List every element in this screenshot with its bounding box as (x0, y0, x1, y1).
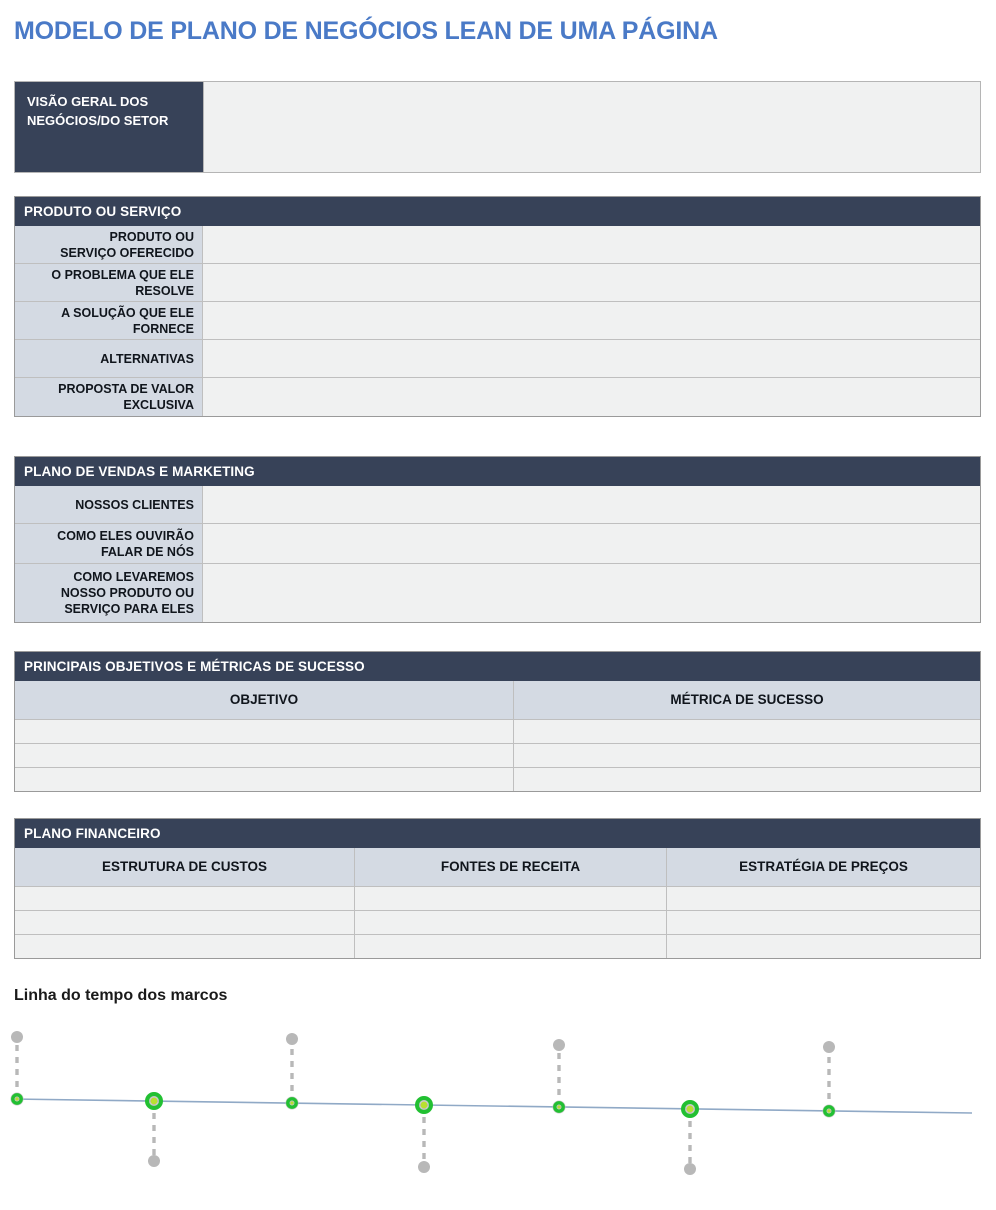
table-row (15, 486, 980, 524)
label-line: FORNECE (132, 321, 194, 336)
label-line: FALAR DE NÓS (100, 544, 194, 559)
cell-pricing-strategy[interactable] (667, 935, 980, 958)
business-overview-input[interactable] (203, 82, 980, 172)
label-line: SERVIÇO OFERECIDO (60, 245, 194, 260)
table-row (15, 935, 980, 958)
table-row (15, 302, 980, 340)
row-label (15, 226, 203, 263)
column-header-pricing-strategy: ESTRATÉGIA DE PREÇOS (667, 848, 980, 886)
table-row (15, 564, 980, 622)
column-header-revenue-sources: FONTES DE RECEITA (355, 848, 667, 886)
label-line: O PROBLEMA QUE ELE (51, 267, 194, 282)
cell-objective[interactable] (15, 768, 514, 791)
cell-revenue-sources[interactable] (355, 911, 667, 934)
table-row (15, 720, 980, 744)
label-line: SERVIÇO PARA ELES (64, 602, 194, 616)
milestone-marker-core (15, 1097, 18, 1100)
label-line: A SOLUÇÃO QUE ELE (61, 305, 194, 320)
milestone-timeline-chart (0, 1011, 996, 1210)
column-header-objective: OBJETIVO (15, 681, 514, 719)
milestone-endpoint (418, 1161, 430, 1173)
table-row (15, 340, 980, 378)
row-input[interactable] (203, 264, 980, 301)
cell-revenue-sources[interactable] (355, 935, 667, 958)
label-line: ALTERNATIVAS (100, 351, 194, 366)
label-line: NOSSOS CLIENTES (75, 497, 194, 512)
milestone-marker-core (827, 1109, 830, 1112)
table-row (15, 524, 980, 564)
cell-pricing-strategy[interactable] (667, 887, 980, 910)
milestone-marker-core (687, 1106, 694, 1113)
milestone-endpoint (684, 1163, 696, 1175)
milestone-endpoint (286, 1033, 298, 1045)
sales-marketing-section (14, 456, 981, 623)
business-overview-section (14, 81, 981, 173)
business-overview-label: VISÃO GERAL DOS NEGÓCIOS/DO SETOR (15, 82, 203, 172)
business-overview-row (14, 81, 981, 173)
product-service-section (14, 196, 981, 417)
cell-metric[interactable] (514, 744, 980, 767)
label-line: COMO LEVAREMOS (73, 570, 194, 584)
label-line: NOSSO PRODUTO OU (60, 586, 194, 600)
financial-plan-section (14, 818, 981, 959)
milestone-marker-core (421, 1102, 428, 1109)
milestone-timeline-section (0, 983, 996, 1210)
row-label (15, 524, 203, 563)
table-row (15, 887, 980, 911)
milestone-endpoint (823, 1041, 835, 1053)
objectives-metrics-header: PRINCIPAIS OBJETIVOS E MÉTRICAS DE SUCESSO (14, 651, 981, 681)
cell-revenue-sources[interactable] (355, 887, 667, 910)
financial-plan-header: PLANO FINANCEIRO (14, 818, 981, 848)
table-row (15, 264, 980, 302)
page-title: MODELO DE PLANO DE NEGÓCIOS LEAN DE UMA PÁGINA (14, 17, 718, 45)
row-label (15, 486, 203, 523)
row-input[interactable] (203, 378, 980, 416)
cell-metric[interactable] (514, 720, 980, 743)
milestone-endpoint (148, 1155, 160, 1167)
cell-metric[interactable] (514, 768, 980, 791)
milestone-endpoint (11, 1031, 23, 1043)
label-line: PROPOSTA DE VALOR (58, 382, 194, 396)
milestone-endpoint (553, 1039, 565, 1051)
objectives-metrics-section (14, 651, 981, 792)
row-label (15, 302, 203, 339)
label-line: COMO ELES OUVIRÃO (57, 528, 194, 543)
milestone-timeline-title: Linha do tempo dos marcos (14, 987, 228, 1004)
cell-cost-structure[interactable] (15, 887, 355, 910)
cell-cost-structure[interactable] (15, 911, 355, 934)
table-header-row (15, 848, 980, 887)
label-line: RESOLVE (135, 283, 194, 298)
row-label (15, 564, 203, 622)
table-row (15, 911, 980, 935)
row-input[interactable] (203, 564, 980, 622)
table-header-row (15, 681, 980, 720)
row-input[interactable] (203, 226, 980, 263)
row-input[interactable] (203, 302, 980, 339)
row-input[interactable] (203, 486, 980, 523)
sales-marketing-table (14, 486, 981, 623)
label-line: PRODUTO OU (109, 229, 194, 244)
table-row (15, 226, 980, 264)
milestone-marker-core (290, 1101, 293, 1104)
row-label (15, 264, 203, 301)
objectives-metrics-table (14, 681, 981, 792)
sales-marketing-header: PLANO DE VENDAS E MARKETING (14, 456, 981, 486)
milestone-marker-core (151, 1098, 158, 1105)
table-row (15, 378, 980, 416)
cell-objective[interactable] (15, 744, 514, 767)
row-input[interactable] (203, 340, 980, 377)
label-line: EXCLUSIVA (123, 398, 194, 412)
product-service-header: PRODUTO OU SERVIÇO (14, 196, 981, 226)
table-row (15, 768, 980, 791)
row-label (15, 340, 203, 377)
column-header-cost-structure: ESTRUTURA DE CUSTOS (15, 848, 355, 886)
product-service-table (14, 226, 981, 417)
financial-plan-table (14, 848, 981, 959)
row-label (15, 378, 203, 416)
table-row (15, 744, 980, 768)
cell-pricing-strategy[interactable] (667, 911, 980, 934)
cell-cost-structure[interactable] (15, 935, 355, 958)
row-input[interactable] (203, 524, 980, 563)
column-header-metric: MÉTRICA DE SUCESSO (514, 681, 980, 719)
cell-objective[interactable] (15, 720, 514, 743)
milestone-marker-core (557, 1105, 560, 1108)
